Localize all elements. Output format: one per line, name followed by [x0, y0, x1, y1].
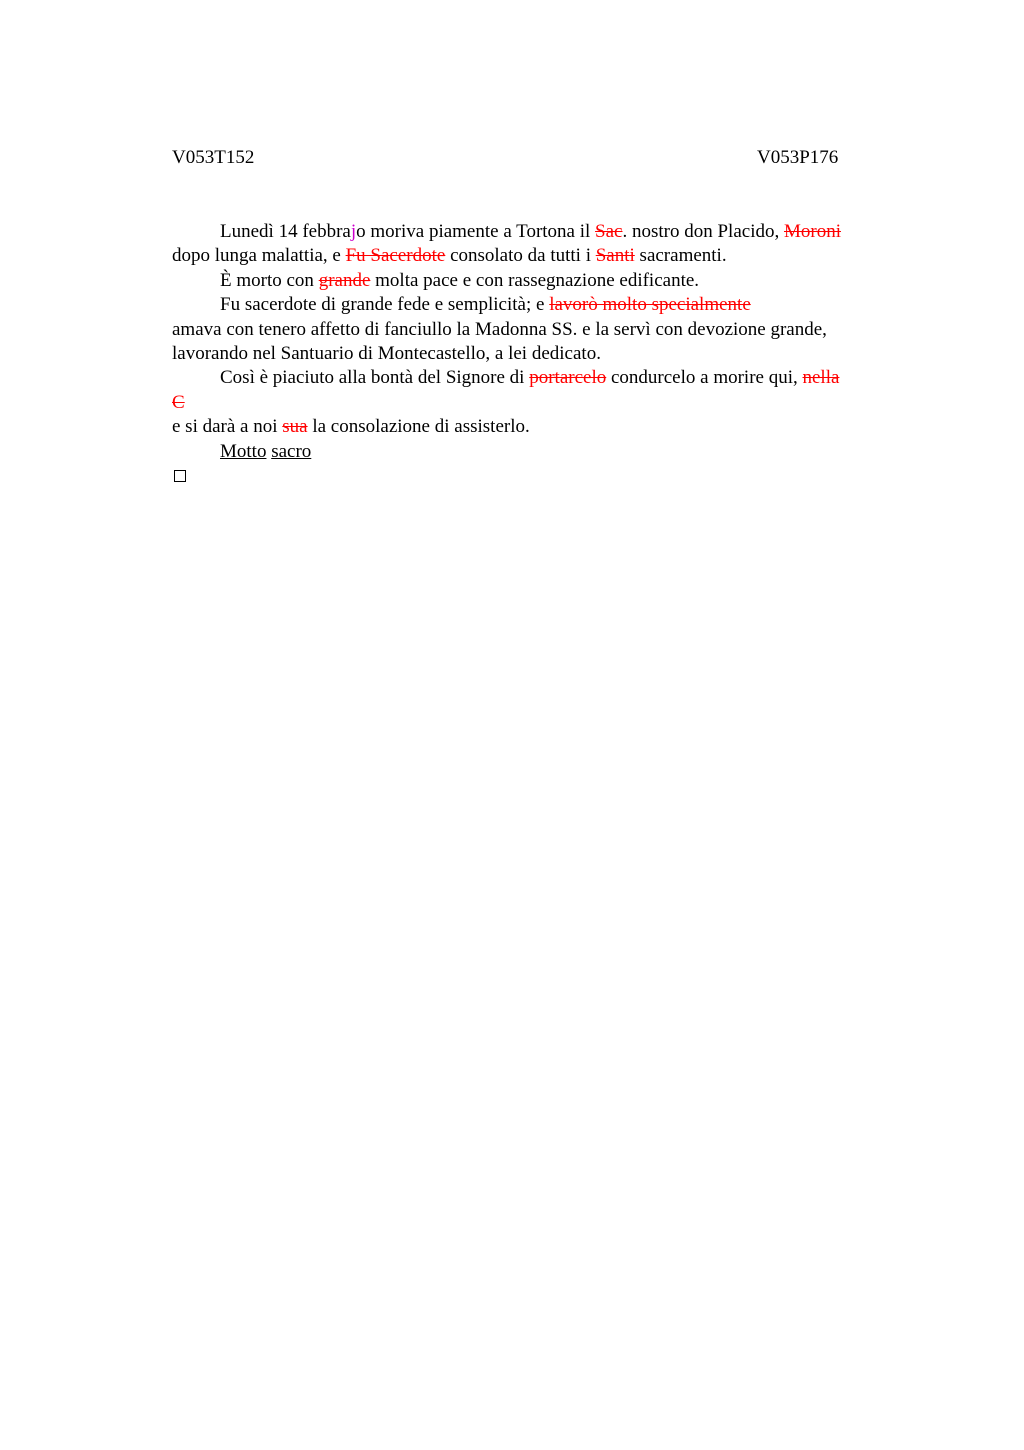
text-line-6: lavorando nel Santuario di Montecastello, a lei dedicato.	[172, 342, 601, 364]
deleted-text: Fu Sacerdote	[345, 245, 446, 267]
text-line-8	[172, 391, 912, 415]
text-span: e si darà a noi	[172, 416, 283, 438]
deleted-text: Santi	[595, 245, 635, 267]
deleted-text: grande	[318, 269, 371, 291]
text-span: sacramenti.	[634, 245, 727, 267]
text-line-11	[172, 464, 912, 488]
deleted-text: Moroni	[783, 221, 841, 242]
text-span: dopo lunga malattia, e	[172, 245, 346, 267]
text-span: la consolazione di assisterlo.	[307, 416, 530, 438]
text-line-7	[172, 366, 912, 390]
document-code-right: V053P176	[757, 147, 839, 168]
text-line-9	[172, 415, 912, 439]
deleted-text: Sac	[595, 221, 623, 242]
deleted-text: lavorò molto specialmente	[549, 294, 751, 316]
deleted-text: C	[172, 391, 185, 413]
checkbox-square-icon	[174, 470, 186, 482]
text-span: . nostro don Placido,	[622, 221, 784, 242]
underlined-word: Motto	[220, 440, 267, 462]
deleted-text: portarcelo	[529, 367, 607, 389]
text-span: condurcelo a morire qui,	[606, 367, 803, 389]
text-line-2	[172, 244, 912, 268]
text-span: Lunedì 14 febbra	[220, 221, 351, 242]
document-code-left: V053T152	[172, 147, 255, 168]
text-span: consolato da tutti i	[445, 245, 596, 267]
deleted-text: sua	[282, 416, 308, 438]
text-line-10	[172, 440, 912, 464]
text-span: o moriva piamente a Tortona il	[356, 221, 596, 242]
text-line-5: amava con tenero affetto di fanciullo la Madonna SS. e la servì con devozione grande,	[172, 318, 827, 340]
text-line-3	[172, 269, 912, 293]
deleted-text: nella	[802, 367, 840, 389]
text-span: Così è piaciuto alla bontà del Signore di	[220, 367, 530, 389]
document-body	[172, 220, 912, 488]
text-line-4	[172, 293, 912, 317]
text-line-1	[172, 220, 912, 244]
text-span: Fu sacerdote di grande fede e semplicità; e	[220, 294, 550, 316]
insertion-mark: j	[350, 221, 357, 242]
underlined-word: sacro	[271, 440, 312, 462]
text-span: È morto con	[220, 269, 319, 291]
text-span: molta pace e con rassegnazione edificante.	[370, 269, 700, 291]
